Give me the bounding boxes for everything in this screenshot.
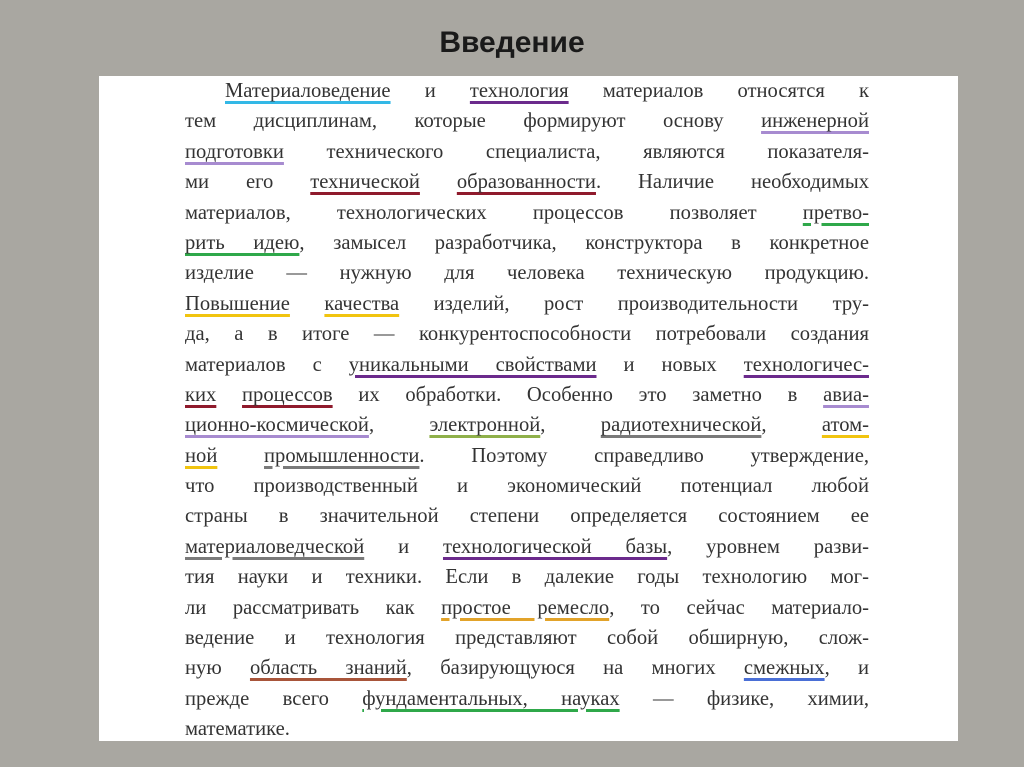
text-line (185, 258, 869, 288)
text-segment: что производственный и экономический потенциал любой (185, 475, 869, 498)
text-segment: . Наличие необходимых (595, 171, 869, 194)
highlighted-term: область знаний (249, 657, 407, 680)
text-line (185, 410, 869, 440)
text-segment: . Поэтому справедливо утверждение, (419, 444, 869, 467)
text-segment: материалов с (185, 353, 349, 376)
text-line (185, 562, 869, 592)
document-text (185, 76, 869, 745)
text-line (185, 228, 869, 258)
highlighted-term: технология (469, 80, 569, 102)
text-segment: ведение и технология представляют собой обширную, слож- (185, 627, 869, 650)
text-line (185, 350, 869, 380)
highlighted-term: уникальными свойствами (348, 353, 597, 376)
text-segment: , (540, 414, 601, 437)
text-segment: материалов, технологических процессов позволяет (185, 201, 803, 224)
highlighted-term: претво- (802, 201, 869, 224)
text-segment: прежде всего (185, 687, 363, 710)
highlighted-term: ких (185, 383, 217, 406)
text-segment: ли рассматривать как (185, 596, 442, 619)
highlighted-term: простое ремесло (441, 596, 610, 619)
text-line (185, 167, 869, 197)
highlighted-term: смежных (743, 657, 825, 680)
highlighted-term: материаловедческой (185, 535, 365, 558)
text-line (185, 501, 869, 531)
text-segment: , и (824, 657, 870, 680)
text-segment: да, а в итоге — конкурентоспособности потребовали создания (185, 323, 869, 346)
text-line (185, 714, 869, 744)
highlighted-term: технологичес- (743, 353, 869, 376)
highlighted-term: электронной (429, 414, 541, 437)
text-segment: , базирующуюся на многих (406, 657, 744, 680)
highlighted-term: образованности (456, 171, 596, 194)
highlighted-term: технической (310, 171, 420, 194)
text-segment: страны в значительной степени определяется состоянием ее (185, 505, 869, 528)
text-segment: и (390, 80, 470, 102)
highlighted-term: рить идею (185, 231, 300, 254)
text-segment: тем дисциплинам, которые формируют основу (185, 110, 762, 133)
text-segment: ми его (185, 171, 311, 194)
text-segment: изделие — нужную для человека техническую продукцию. (185, 262, 869, 285)
text-line (185, 106, 869, 136)
text-segment: , (368, 414, 430, 437)
text-segment: , уровнем разви- (667, 535, 869, 558)
highlighted-term: промышленности (264, 444, 420, 467)
highlighted-term: радиотехнической (600, 414, 762, 437)
text-line (185, 623, 869, 653)
text-line (185, 137, 869, 167)
text-line (185, 289, 869, 319)
text-segment (420, 171, 457, 193)
text-line (185, 380, 869, 410)
text-segment: изделий, рост производительности тру- (399, 292, 869, 315)
document-page (99, 76, 958, 741)
text-segment: математике. (185, 718, 290, 741)
text-line (185, 198, 869, 228)
text-segment: — физике, химии, (619, 687, 869, 710)
highlighted-term: инженерной (761, 110, 869, 133)
highlighted-term: ной (185, 444, 218, 467)
text-segment (217, 445, 264, 467)
highlighted-term: фундаментальных, науках (362, 687, 620, 710)
text-segment (216, 384, 242, 406)
highlighted-term: качества (324, 292, 400, 315)
text-line (185, 76, 869, 106)
text-segment: материалов относятся к (568, 80, 870, 102)
slide-title: Введение (439, 26, 585, 59)
text-line (185, 319, 869, 349)
highlighted-term: ционно-космической (185, 414, 369, 437)
text-segment: их обработки. Особенно это заметно в (332, 383, 824, 406)
text-segment: , (761, 414, 822, 437)
highlighted-term: процессов (242, 383, 333, 406)
text-segment: , то сейчас материало- (609, 596, 869, 619)
highlighted-term: Повышение (185, 292, 290, 315)
text-line (185, 653, 869, 683)
text-segment: тия науки и техники. Если в далекие годы технологию мог- (185, 566, 869, 589)
highlighted-term: Материаловедение (225, 80, 391, 102)
text-segment: , замысел разработчика, конструктора в конкретное (299, 231, 869, 254)
text-segment: ную (185, 657, 250, 680)
text-line (185, 471, 869, 501)
text-line (185, 593, 869, 623)
text-segment: и (364, 535, 443, 558)
highlighted-term: авиа- (823, 383, 869, 406)
text-line (185, 532, 869, 562)
text-line (185, 441, 869, 471)
highlighted-term: подготовки (185, 140, 284, 163)
highlighted-term: атом- (821, 414, 870, 437)
text-segment: и новых (596, 353, 744, 376)
text-line (185, 684, 869, 714)
text-segment: технического специалиста, являются показателя- (283, 140, 869, 163)
highlighted-term: технологической базы (442, 535, 668, 558)
text-segment (290, 293, 324, 315)
